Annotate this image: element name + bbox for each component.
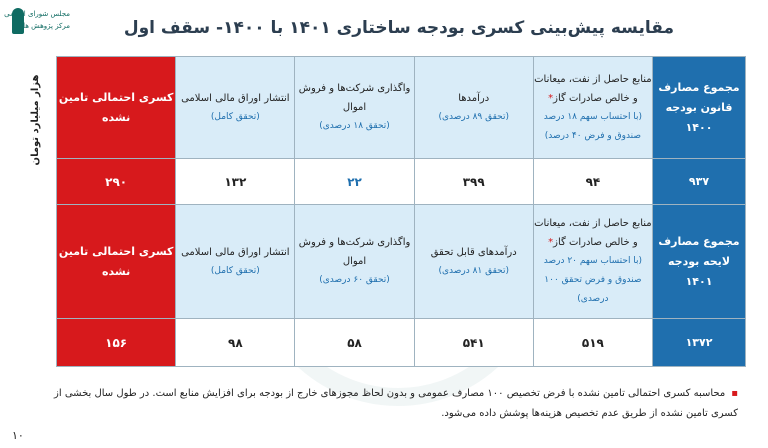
row-1400-oil-value: ۹۴	[533, 159, 652, 205]
row-1401-header: مجموع مصارف لایحه بودجه ۱۴۰۱	[653, 205, 746, 319]
row-1400-total: ۹۳۷	[653, 159, 746, 205]
row-1401-bonds-title: انتشار اوراق مالی اسلامی	[181, 246, 290, 258]
page-number: ۱۰	[12, 429, 24, 442]
row-1401-oil-title: منابع حاصل از نفت، میعانات و خالص صادرات گاز	[534, 218, 652, 248]
row-1400-revenue-value: ۳۹۹	[414, 159, 533, 205]
row-1400-oil-cell	[533, 57, 652, 159]
row-1401-revenue-sub: (تحقق ۸۱ درصدی)	[438, 265, 509, 276]
footnote-text: محاسبه کسری احتمالی تامین نشده با فرض تخصیص ۱۰۰ مصارف عمومی و بدون لحاظ مجوزهای خارج از بودجه برای افزایش منابع است. در طول سال بخشی از کسری تامین نشده از طریق عدم تخصیص هزینه‌ها پوشش داده می‌شود.	[54, 388, 738, 419]
bullet-icon: ▪	[731, 388, 738, 399]
budget-comparison-table	[56, 56, 746, 367]
row-1401-privatization-title: واگذاری شرکت‌ها و فروش اموال	[298, 237, 411, 267]
slide-title: مقایسه پیش‌بینی کسری بودجه ساختاری ۱۴۰۱ با ۱۴۰۰- سقف اول	[123, 18, 674, 38]
row-1401-oil-value: ۵۱۹	[533, 319, 652, 367]
row-1400-revenue-cell	[414, 57, 533, 159]
row-1400-revenue-title: درآمدها	[458, 92, 490, 104]
row-1400-revenue-sub: (تحقق ۸۹ درصدی)	[438, 111, 509, 122]
row-1400-bonds-value: ۱۳۲	[176, 159, 295, 205]
footnote-star: *	[548, 92, 554, 104]
row-1401-privatization-cell	[295, 205, 414, 319]
row-1400-privatization-value	[295, 159, 414, 205]
row-1401-privatization-sub: (تحقق ۶۰ درصدی)	[319, 275, 390, 285]
row-1401-oil-cell	[533, 205, 652, 319]
row-1400-privatization-title: واگذاری شرکت‌ها و فروش اموال	[298, 83, 411, 113]
row-1400-privatization-number: ۲۲	[347, 174, 362, 189]
row-1400-oil-sub: (با احتساب سهم ۱۸ درصد صندوق و فرض ۴۰ درصد)	[543, 111, 643, 141]
row-1401-deficit-label: کسری احتمالی تامین نشده	[57, 205, 176, 319]
row-1401-values	[57, 319, 746, 367]
row-1401-bonds-sub: (تحقق کامل)	[210, 265, 260, 276]
row-1400-privatization-cell	[295, 57, 414, 159]
row-1400-bonds-sub: (تحقق کامل)	[210, 111, 260, 122]
logo	[4, 4, 70, 44]
row-1401-bonds-value: ۹۸	[176, 319, 295, 367]
row-1401-privatization-value: ۵۸	[295, 319, 414, 367]
row-1400-deficit-value: ۲۹۰	[57, 159, 176, 205]
row-1400-bonds-cell	[176, 57, 295, 159]
row-1401-bonds-cell	[176, 205, 295, 319]
row-1400-values	[57, 159, 746, 205]
footnote	[30, 384, 738, 424]
unit-label: هزار میلیارد تومان	[30, 74, 41, 166]
row-1400-labels	[57, 57, 746, 159]
row-1401-revenue-cell	[414, 205, 533, 319]
row-1401-deficit-value: ۱۵۶	[57, 319, 176, 367]
row-1400-deficit-label: کسری احتمالی تامین نشده	[57, 57, 176, 159]
row-1401-labels	[57, 205, 746, 319]
row-1400-header: مجموع مصارف قانون بودجه ۱۴۰۰	[653, 57, 746, 159]
row-1401-total: ۱۳۷۲	[653, 319, 746, 367]
row-1401-revenue-title: درآمدهای قابل تحقق	[430, 246, 517, 258]
logo-line-1: مجلس شورای اسلامی	[4, 10, 70, 18]
row-1401-oil-sub: (با احتساب سهم ۲۰ درصد صندوق و فرض تحقق ۱۰۰ درصدی)	[543, 256, 643, 304]
logo-line-2: مرکز پژوهش ها	[23, 22, 70, 30]
row-1400-oil-title: منابع حاصل از نفت، میعانات و خالص صادرات گاز	[534, 73, 652, 104]
footnote-star-2: *	[548, 237, 554, 248]
row-1401-revenue-value: ۵۴۱	[414, 319, 533, 367]
row-1400-privatization-sub: (تحقق ۱۸ درصدی)	[319, 121, 390, 131]
row-1400-bonds-title: انتشار اوراق مالی اسلامی	[181, 92, 290, 104]
